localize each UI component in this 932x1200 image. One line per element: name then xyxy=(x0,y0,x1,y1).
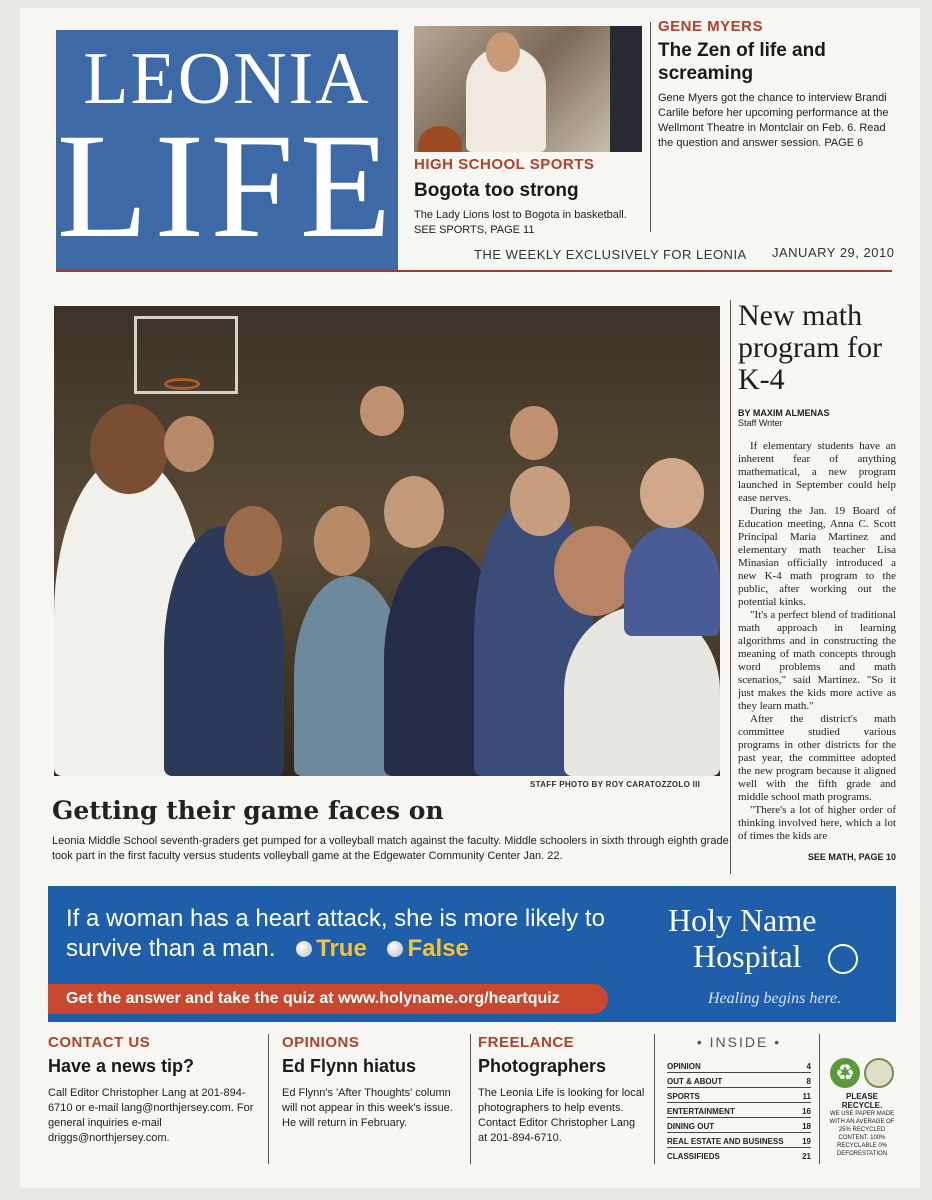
hoop xyxy=(164,378,200,390)
opinions-kicker: OPINIONS xyxy=(282,1034,360,1051)
math-story-body xyxy=(738,440,896,843)
ad-false-option[interactable] xyxy=(387,934,468,964)
masthead-rule xyxy=(56,270,892,272)
recycle-text: WE USE PAPER MADE WITH AN AVERAGE OF 25% RECYCLED CONTENT. 100% RECYCLABLE 0% DEFORESTATION xyxy=(829,1111,895,1157)
masthead-line1: LEONIA xyxy=(83,38,371,120)
ad-true-label: True xyxy=(316,935,367,962)
freelance-kicker: FREELANCE xyxy=(478,1034,575,1051)
math-story[interactable] xyxy=(738,299,896,862)
index-row[interactable]: CLASSIFIEDS 21 xyxy=(667,1152,811,1161)
ad-question xyxy=(66,904,626,964)
teaser-myers-headline[interactable]: The Zen of life and screaming xyxy=(658,40,826,84)
contact-section xyxy=(48,1034,260,1146)
math-continued-link[interactable]: SEE MATH, PAGE 10 xyxy=(807,852,896,862)
ad-true-option[interactable] xyxy=(296,934,367,964)
hospital-ad[interactable] xyxy=(48,886,896,1022)
opinions-section xyxy=(282,1034,462,1131)
issue-date: JANUARY 29, 2010 xyxy=(772,245,895,260)
main-photo xyxy=(54,306,720,776)
ad-brand-line2: Hospital xyxy=(693,938,802,974)
math-paragraph: During the Jan. 19 Board of Education meeting, Anna C. Scott Principal Maria Martinez and elementary math teacher Lisa Minasian officially introduced a new K-4 math program to the public, after working out the potential kinks. xyxy=(738,505,896,608)
teaser-sports-blurb: The Lady Lions lost to Bogota in basketball. SEE SPORTS, PAGE 11 xyxy=(414,209,627,236)
contact-blurb: Call Editor Christopher Lang at 201-894-6710 or e-mail lang@northjersey.com. For general inquiries e-mail driggs@northjersey.com. xyxy=(48,1087,254,1144)
freelance-section xyxy=(478,1034,646,1146)
math-story-byline: BY MAXIM ALMENAS xyxy=(738,408,830,418)
photo-headline: Getting their game faces on xyxy=(52,796,444,825)
ad-slogan: Healing begins here. xyxy=(708,990,842,1007)
ad-false-label: False xyxy=(407,935,469,962)
opinions-headline: Ed Flynn hiatus xyxy=(282,1056,417,1076)
divider xyxy=(268,1034,269,1164)
index-row[interactable]: OPINION 4 xyxy=(667,1062,811,1071)
divider xyxy=(730,300,731,874)
math-paragraph: "There's a lot of higher order of thinking involved here, which a lot of times the kids are xyxy=(738,804,896,842)
freelance-blurb: The Leonia Life is looking for local photographers to help events. Contact Editor Christopher Lang at 201-894-6710. xyxy=(478,1087,645,1144)
tagline: THE WEEKLY EXCLUSIVELY FOR LEONIA xyxy=(474,247,747,262)
recycle-notice xyxy=(826,1058,898,1158)
math-paragraph: After the district's math committee studied various programs in other districts for the past year, the committee adopted the new program because it aligned well with the fifth grade and middle school math programs. xyxy=(738,713,896,803)
recycle-icon: ♻ xyxy=(830,1058,860,1088)
ad-question-text: If a woman has a heart attack, she is more likely to survive than a man. xyxy=(66,905,605,962)
divider xyxy=(470,1034,471,1164)
teaser-myers-kicker: GENE MYERS xyxy=(658,18,764,35)
radio-icon xyxy=(296,941,312,957)
opinions-blurb: Ed Flynn's 'After Thoughts' column will not appear in this week's issue. He will return in February. xyxy=(282,1087,453,1129)
teaser-myers-blurb: Gene Myers got the chance to interview Brandi Carlile before her upcoming performance at the Wellmont Theatre in Montclair on Feb. 6. Read the question and answer session. PAGE 6 xyxy=(658,92,889,149)
teaser-sports-kicker: HIGH SCHOOL SPORTS xyxy=(414,156,595,173)
teaser-basketball-photo xyxy=(414,26,642,152)
math-paragraph: "It's a perfect blend of traditional math approach in learning algorithms and in constructing the meaning of math concepts through word problems and math scenarios," said Martinez. "So it just makes the kids more active as they learn math." xyxy=(738,609,896,712)
index-row[interactable]: SPORTS 11 xyxy=(667,1092,811,1101)
teaser-sports-headline[interactable]: Bogota too strong xyxy=(414,180,579,201)
divider xyxy=(650,22,651,232)
masthead-line2: LIFE xyxy=(56,103,398,269)
index-row[interactable]: DINING OUT 18 xyxy=(667,1122,811,1131)
photo-caption: Leonia Middle School seventh-graders get pumped for a volleyball match against the faculty. Middle schoolers in sixth through eighth grade took part in the first faculty versus students volleyball game at the Edgewater Community Center Jan. 22. xyxy=(52,835,729,862)
math-story-title[interactable]: New math program for K-4 xyxy=(738,299,883,396)
index-row[interactable]: ENTERTAINMENT 16 xyxy=(667,1107,811,1116)
dove-logo-icon xyxy=(828,944,858,974)
teaser-sports[interactable] xyxy=(414,156,644,238)
teaser-myers[interactable] xyxy=(658,18,898,151)
freelance-headline: Photographers xyxy=(478,1056,607,1076)
recycle-title: PLEASE RECYCLE. xyxy=(841,1092,883,1110)
contact-headline: Have a news tip? xyxy=(48,1056,195,1076)
radio-icon xyxy=(387,941,403,957)
ad-cta[interactable]: Get the answer and take the quiz at www.holyname.org/heartquiz xyxy=(48,984,608,1014)
math-paragraph: If elementary students have an inherent fear of anything mathematical, a new program launched in September could help ease nerves. xyxy=(738,440,896,504)
photo-credit: STAFF PHOTO BY ROY CARATOZZOLO III xyxy=(530,780,701,789)
inside-index xyxy=(654,1034,820,1164)
index-row[interactable]: REAL ESTATE AND BUSINESS 19 xyxy=(667,1137,811,1146)
contact-kicker: CONTACT US xyxy=(48,1034,151,1051)
forest-seal-icon xyxy=(864,1058,894,1088)
ad-brand-line1: Holy Name xyxy=(668,902,817,938)
index-row[interactable]: OUT & ABOUT 8 xyxy=(667,1077,811,1086)
masthead-logo xyxy=(56,30,398,270)
math-story-role: Staff Writer xyxy=(738,418,783,428)
inside-title: • INSIDE • xyxy=(696,1034,782,1050)
